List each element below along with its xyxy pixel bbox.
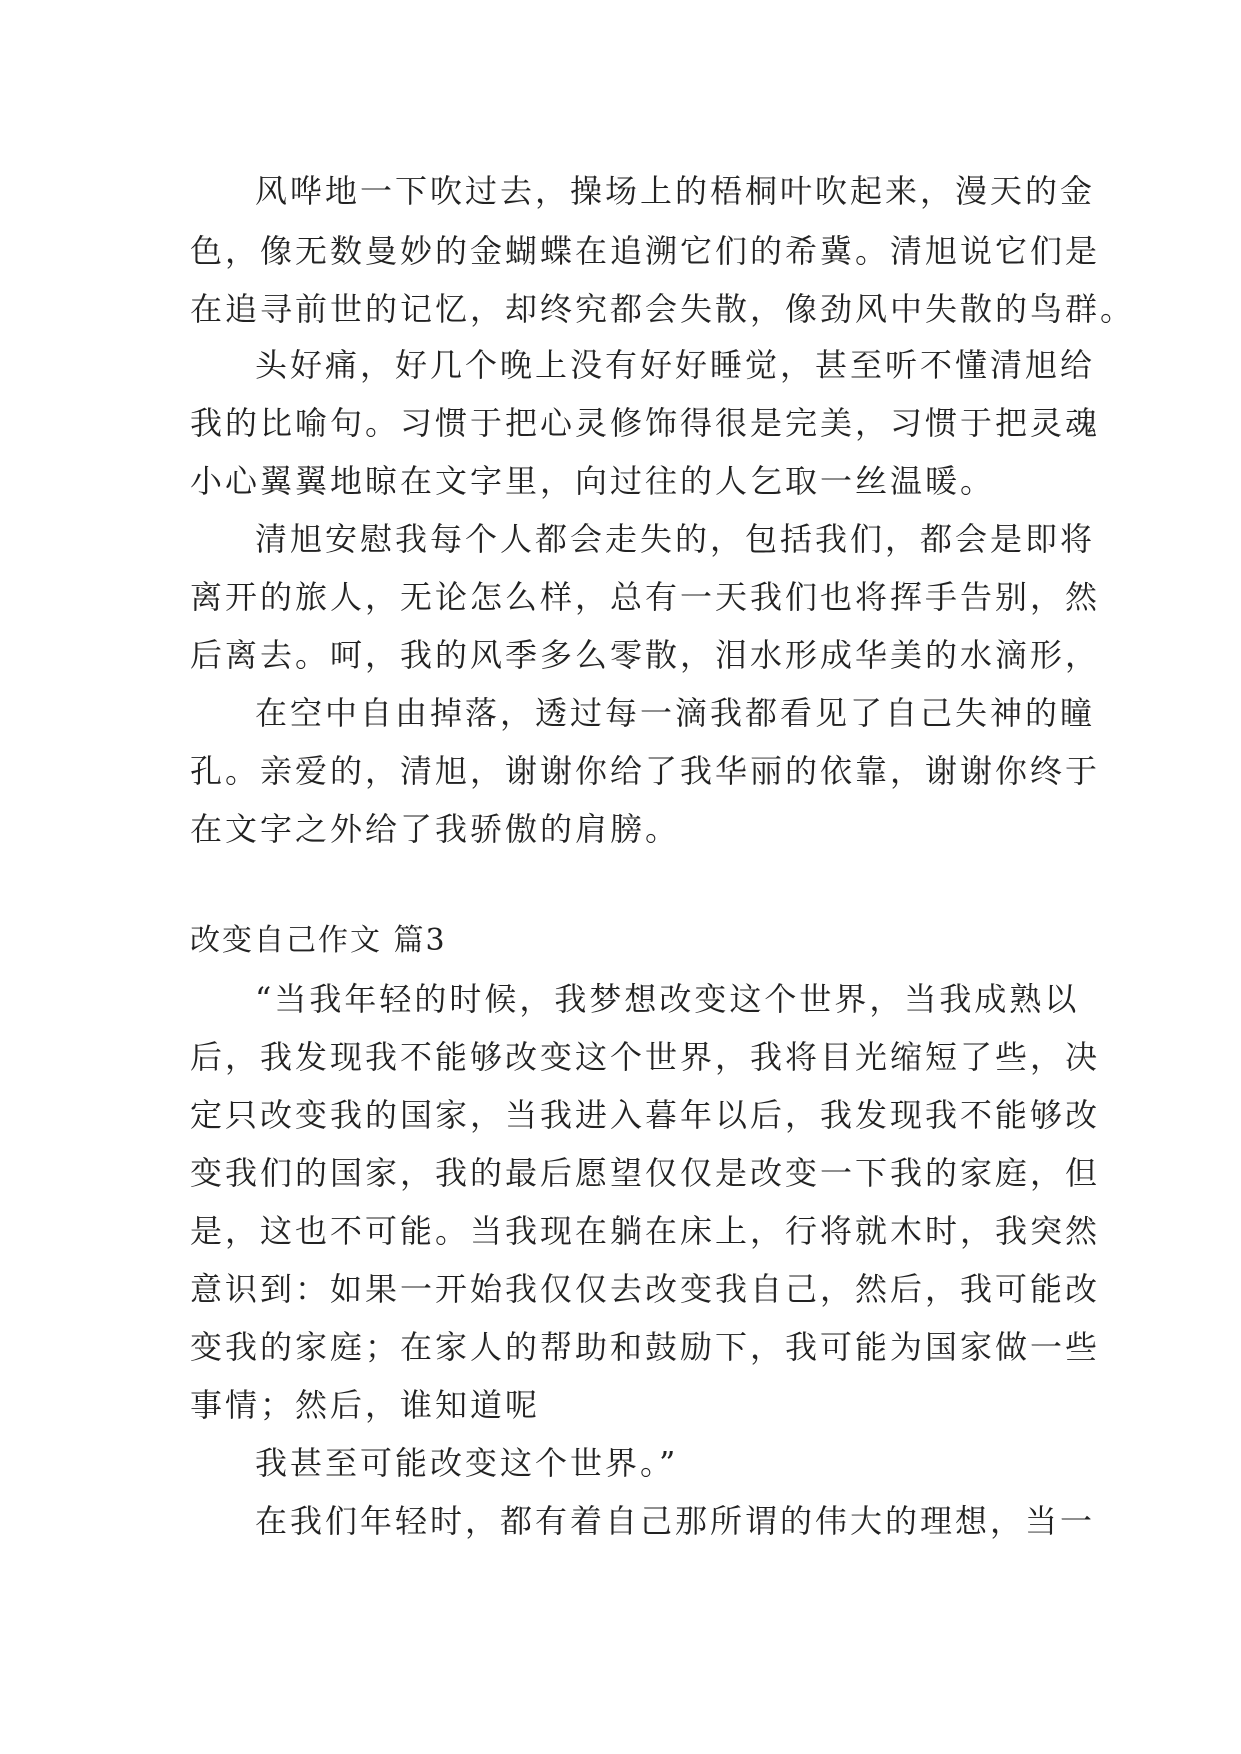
paragraph-line: “当我年轻的时候，我梦想改变这个世界，当我成熟以: [255, 980, 1080, 1018]
paragraph-line: 孔。亲爱的，清旭，谢谢你给了我华丽的依靠，谢谢你终于: [190, 752, 1101, 790]
paragraph-line: 在文字之外给了我骄傲的肩膀。: [190, 810, 681, 848]
paragraph-line: 在空中自由掉落，透过每一滴我都看见了自己失神的瞳: [255, 694, 1096, 732]
paragraph-line: 事情；然后，谁知道呢: [190, 1386, 541, 1424]
paragraph-line: 我的比喻句。习惯于把心灵修饰得很是完美，习惯于把灵魂: [190, 404, 1101, 442]
paragraph-line: 小心翼翼地晾在文字里，向过往的人乞取一丝温暖。: [190, 462, 996, 500]
paragraph-line: 色，像无数曼妙的金蝴蝶在追溯它们的希冀。清旭说它们是: [190, 232, 1101, 270]
paragraph-line: 意识到：如果一开始我仅仅去改变我自己，然后，我可能改: [190, 1270, 1101, 1308]
paragraph-line: 变我们的国家，我的最后愿望仅仅是改变一下我的家庭，但: [190, 1154, 1101, 1192]
paragraph-line: 清旭安慰我每个人都会走失的，包括我们，都会是即将: [255, 520, 1096, 558]
paragraph-line: 定只改变我的国家，当我进入暮年以后，我发现我不能够改: [190, 1096, 1101, 1134]
paragraph-line: 风哗地一下吹过去，操场上的梧桐叶吹起来，漫天的金: [255, 172, 1096, 210]
paragraph-line: 头好痛，好几个晚上没有好好睡觉，甚至听不懂清旭给: [255, 346, 1096, 384]
section-heading: 改变自己作文 篇3: [190, 923, 447, 958]
paragraph-line: 后离去。呵，我的风季多么零散，泪水形成华美的水滴形，: [190, 636, 1101, 674]
paragraph-line: 变我的家庭；在家人的帮助和鼓励下，我可能为国家做一些: [190, 1328, 1101, 1366]
paragraph-line: 在我们年轻时，都有着自己那所谓的伟大的理想，当一: [255, 1502, 1096, 1540]
paragraph-line: 离开的旅人，无论怎么样，总有一天我们也将挥手告别，然: [190, 578, 1101, 616]
paragraph-line: 在追寻前世的记忆，却终究都会失散，像劲风中失散的鸟群。: [190, 290, 1136, 328]
paragraph-line: 我甚至可能改变这个世界。”: [255, 1444, 679, 1482]
paragraph-line: 是，这也不可能。当我现在躺在床上，行将就木时，我突然: [190, 1212, 1101, 1250]
paragraph-line: 后，我发现我不能够改变这个世界，我将目光缩短了些，决: [190, 1038, 1101, 1076]
